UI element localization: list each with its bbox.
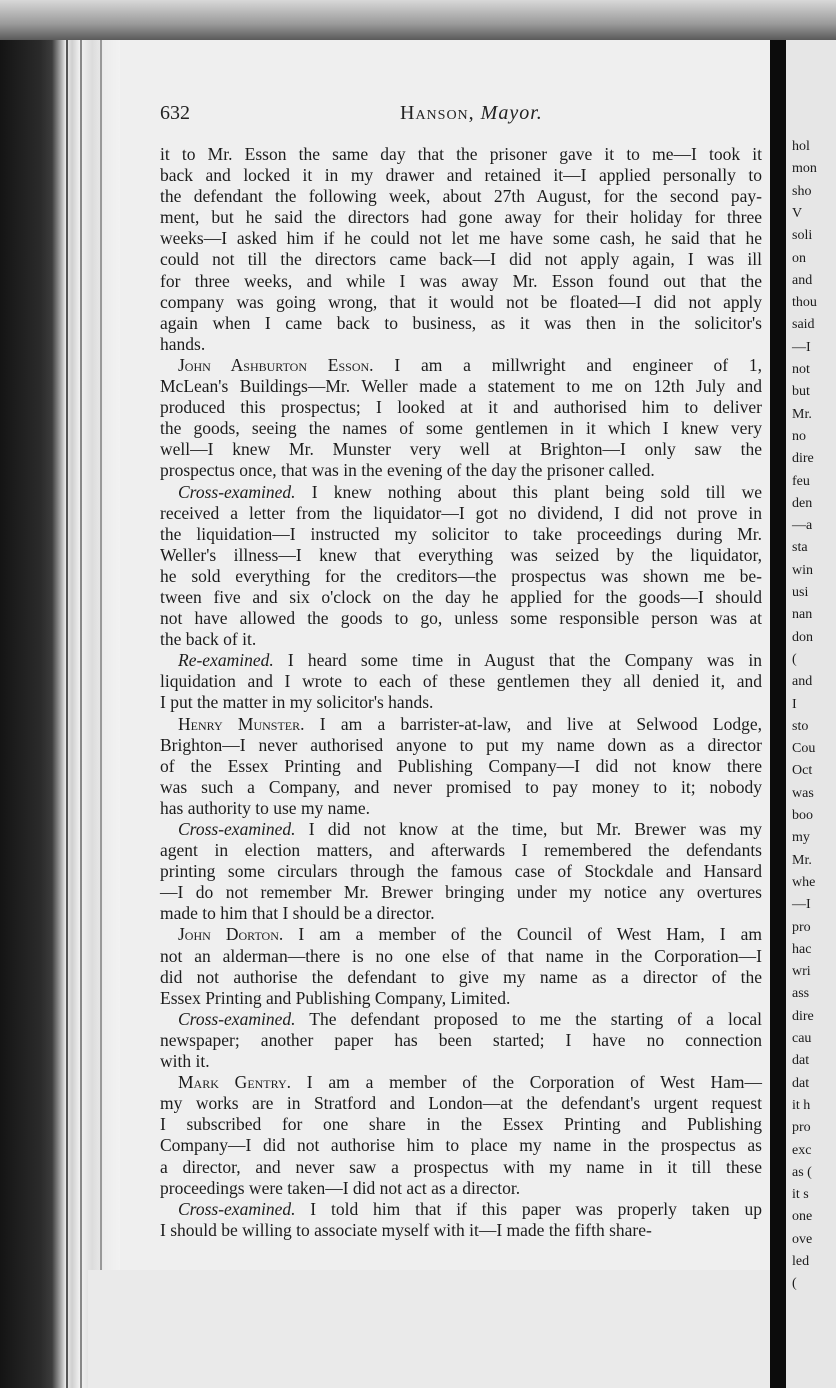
line-text: —I do not remember Mr. Brewer bringing under my notice any overtures [160,882,762,903]
facing-page-text-fragment: —I [792,339,811,355]
line-text: tween five and six o'clock on the day he applied for the goods—I should [160,586,762,607]
line-text: weeks—I asked him if he could not let me have some cash, he said that he [160,228,762,249]
text-line [160,608,762,629]
text-line [160,692,762,713]
facing-page-text-fragment: hol [792,139,810,154]
text-line [160,524,762,545]
witness-name: John Ashburton Esson. [178,354,374,375]
facing-page-text-fragment: ( [792,1276,797,1292]
text-line [160,334,762,355]
line-text: my works are in Stratford and London—at the defendant's urgent request [160,1093,762,1114]
line-text: agent in election matters, and afterwards I remembered the defendants [160,840,762,861]
text-line [160,587,762,608]
text-line [160,714,762,735]
line-text: I am a barrister-at-law, and live at Selwood Lodge, [304,713,763,734]
line-text: of the Essex Printing and Publishing Company—I did not know there [160,755,762,776]
line-text: hands. [160,333,206,354]
line-text: I put the matter in my solicitor's hands. [160,692,434,713]
text-line [160,1220,762,1241]
text-line [160,1030,762,1051]
paragraph [160,355,762,482]
facing-page-text-fragment: nan [792,607,813,623]
text-line [160,903,762,924]
examination-label: Cross-examined. [178,819,296,839]
paragraph [160,1199,762,1241]
binding-rule [80,40,82,1388]
facing-page-text-fragment: dire [792,1008,814,1024]
book-page [120,40,770,1272]
line-text: has authority to use my name. [160,797,370,818]
text-line [160,376,762,397]
paragraph [160,1009,762,1072]
line-text: I am a millwright and engineer of 1, [373,354,762,375]
text-line [160,882,762,903]
line-text: prospectus once, that was in the evening of the day the prisoner called. [160,460,655,481]
text-line [160,1093,762,1114]
line-text: newspaper; another paper has been started; I have no connection [160,1029,762,1050]
facing-page-text-fragment: boo [792,808,813,823]
facing-page-text-fragment: was [792,785,814,801]
facing-page-text-fragment: Cou [792,741,816,757]
facing-page-text-fragment: sto [792,718,809,734]
facing-page-text-fragment: dat [792,1053,810,1069]
line-text: Essex Printing and Publishing Company, Limited. [160,987,511,1008]
facing-page-text-fragment: led [792,1254,810,1269]
line-text: a director, and never saw a prospectus with my name in it till these [160,1156,762,1177]
paragraph [160,482,762,651]
witness-name: Henry Munster. [178,713,305,734]
gutter-shadow [770,40,786,1388]
text-line [160,144,762,165]
facing-page-text-fragment: ( [792,651,797,667]
witness-name: Mark Gentry. [178,1072,292,1093]
paragraph [160,714,762,819]
facing-page-text-fragment: Mr. [792,406,812,422]
text-line [160,1114,762,1135]
line-text: McLean's Buildings—Mr. Weller made a statement to me on 12th July and [160,376,762,397]
page-number: 632 [160,102,190,124]
line-text: could not till the directors came back—I did not apply again, I was ill [160,249,762,270]
text-line [160,735,762,756]
line-text: he sold everything for the creditors—the prospectus was shown me be- [160,565,762,586]
line-text: the back of it. [160,629,257,650]
running-head-name: Hanson, [400,102,475,124]
paragraph [160,650,762,713]
line-text: I am a member of the Council of West Ham, I am [283,924,762,945]
facing-page-text-fragment: thou [792,295,817,311]
facing-page-text-fragment: Mr. [792,852,812,868]
line-text: I knew nothing about this plant being sold till we [295,481,762,502]
facing-page-text-fragment: it h [792,1097,811,1113]
facing-page-text-fragment: and [792,272,813,288]
line-text: The defendant proposed to me the starting of a local [295,1008,762,1029]
text-line [160,946,762,967]
paragraph [160,144,762,355]
facing-page-text-fragment: sta [792,540,808,556]
line-text: I did not know at the time, but Mr. Brewer was my [295,819,762,839]
facing-page-text-fragment: ass [792,986,810,1002]
facing-page-text-fragment: feu [792,473,810,489]
facing-page-text-fragment: as ( [792,1164,812,1180]
text-line [160,861,762,882]
line-text: the liquidation—I instructed my solicitor to take proceedings during Mr. [160,523,762,544]
facing-page-text-fragment: my [792,830,810,846]
facing-page-text-fragment: not [792,362,810,377]
text-line [160,228,762,249]
text-line [160,988,762,1009]
line-text: I should be willing to associate myself with it—I made the fifth share- [160,1219,652,1240]
line-text: I told him that if this paper was properly taken up [295,1198,762,1219]
line-text: back and locked it in my drawer and retained it—I applied personally to [160,165,762,186]
text-line [160,165,762,186]
facing-page-text-fragment: pro [792,919,811,935]
text-line [160,1135,762,1156]
facing-page-text-fragment: soli [792,228,813,244]
facing-page-text-fragment: mon [792,161,817,177]
text-line [160,924,762,945]
text-line [160,1051,762,1072]
text-line [160,1178,762,1199]
facing-page-text-fragment: pro [792,1120,811,1136]
line-text: liquidation and I wrote to each of these gentlemen they all denied it, and [160,671,762,692]
line-text: not have allowed the goods to go, unless some responsible person was at [160,608,762,629]
text-line [160,271,762,292]
text-line [160,482,762,503]
text-line [160,418,762,439]
facing-page-fragment [786,40,836,1388]
line-text: received a letter from the liquidator—I got no dividend, I did not prove in [160,502,762,523]
line-text: well—I knew Mr. Munster very well at Brighton—I only saw the [160,439,762,460]
witness-name: John Dorton. [178,924,284,945]
line-text: company was going wrong, that it would not be floated—I did not apply [160,291,762,312]
facing-page-text-fragment: win [792,562,813,578]
text-line [160,186,762,207]
text-line [160,1157,762,1178]
scan-top-edge [0,0,836,40]
examination-label: Cross-examined. [178,1198,296,1219]
text-line [160,397,762,418]
line-text: Weller's illness—I knew that everything was seized by the liquidator, [160,544,762,565]
text-line [160,439,762,460]
line-text: the goods, seeing the names of some gentlemen in it which I knew very [160,418,762,439]
facing-page-text-fragment: sho [792,183,812,199]
text-line [160,1072,762,1093]
line-text: was such a Company, and never promised to pay money to it; nobody [160,776,762,797]
line-text: I am a member of the Corporation of West Ham— [291,1072,763,1093]
facing-page-text-fragment: dire [792,451,814,467]
facing-page-text-fragment: no [792,428,806,444]
text-line [160,798,762,819]
examination-label: Cross-examined. [178,481,296,502]
text-line [160,671,762,692]
text-line [160,355,762,376]
line-text: ment, but he said the directors had gone away for their holiday for three [160,207,762,228]
facing-page-text-fragment: on [792,250,806,266]
line-text: with it. [160,1051,210,1072]
text-line [160,545,762,566]
text-line [160,840,762,861]
facing-page-text-fragment: don [792,629,813,645]
text-line [160,819,762,840]
facing-page-text-fragment: whe [792,874,816,890]
binding-rule [66,40,68,1388]
line-text: it to Mr. Esson the same day that the prisoner gave it to me—I took it [160,144,762,164]
line-text: Company—I did not authorise him to place my name in the prospectus as [160,1135,762,1156]
paragraph [160,819,762,924]
facing-page-text-fragment: wri [792,964,811,980]
facing-page-text-fragment: and [792,674,813,690]
facing-page-text-fragment: said [792,317,815,333]
line-text: produced this prospectus; I looked at it and authorised him to deliver [160,397,762,418]
facing-page-text-fragment: one [792,1209,813,1225]
examination-label: Re-examined. [178,650,274,671]
line-text: again when I came back to business, as it was then in the solicitor's [160,312,762,333]
page-body-text [160,144,762,1241]
line-text: proceedings were taken—I did not act as a director. [160,1177,521,1198]
text-line [160,967,762,988]
facing-page-text-fragment: ove [792,1231,813,1247]
facing-page-text-fragment: —I [792,897,811,913]
facing-page-text-fragment: cau [792,1031,812,1046]
line-text: the defendant the following week, about 27th August, for the second pay- [160,186,762,207]
text-line [160,650,762,671]
facing-page-text-fragment: V [792,205,803,221]
binding-rule [100,40,102,1388]
paragraph [160,1072,762,1199]
text-line [160,207,762,228]
text-line [160,313,762,334]
facing-page-text-fragment: exc [792,1142,812,1158]
text-line [160,249,762,270]
line-text: Brighton—I never authorised anyone to put my name down as a director [160,734,762,755]
facing-page-text-fragment: I [792,696,797,712]
text-line [160,566,762,587]
facing-page-text-fragment: it s [792,1187,809,1203]
text-line [160,1009,762,1030]
text-line [160,292,762,313]
running-head [400,102,543,125]
text-line [160,777,762,798]
paragraph [160,924,762,1008]
running-head-title: Mayor. [480,102,543,124]
text-line [160,460,762,481]
facing-page-text-fragment: hac [792,941,812,957]
line-text: I heard some time in August that the Company was in [273,650,762,671]
facing-page-text-fragment: usi [792,585,809,600]
text-line [160,756,762,777]
line-text: I subscribed for one share in the Essex Printing and Publishing [160,1114,762,1135]
line-text: did not authorise the defendant to give my name as a director of the [160,966,762,987]
page-bottom-margin [88,1270,770,1388]
line-text: for three weeks, and while I was away Mr. Esson found out that the [160,270,762,291]
facing-page-text-fragment: den [792,495,813,511]
facing-page-text-fragment: dat [792,1075,810,1091]
facing-page-text-fragment: Oct [792,763,813,779]
text-line [160,629,762,650]
facing-page-text-fragment: —a [792,518,813,534]
book-binding-edge [0,40,120,1388]
text-line [160,1199,762,1220]
line-text: printing some circulars through the famous case of Stockdale and Hansard [160,861,762,882]
line-text: made to him that I should be a director. [160,903,435,924]
line-text: not an alderman—there is no one else of that name in the Corporation—I [160,945,762,966]
text-line [160,503,762,524]
examination-label: Cross-examined. [178,1008,296,1029]
page-header [120,102,770,132]
facing-page-text-fragment: but [792,384,810,400]
